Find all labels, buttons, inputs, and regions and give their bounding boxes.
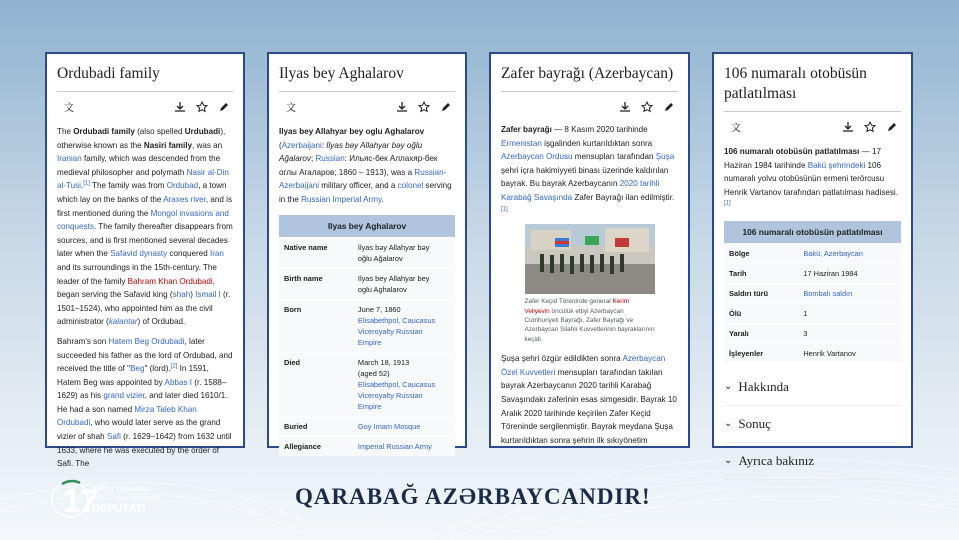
text-run: . The family thereafter disappears from sources, and is first mentioned several decades later when the	[57, 222, 233, 259]
article-card-ordubadi-family	[45, 52, 245, 469]
text-run: conquered	[167, 249, 210, 259]
text-run: and its surroundings in the 15th-century. The leader of the family	[57, 262, 217, 286]
infobox-link[interactable]: Viceroyalty Russian	[357, 390, 423, 400]
infobox	[279, 215, 455, 456]
infobox-value	[798, 283, 901, 303]
infobox-link[interactable]: Imperial Russian Army	[357, 441, 432, 451]
edit-icon[interactable]	[883, 118, 901, 136]
text-run: , who would later serve as the grand vizier of shah	[57, 418, 221, 442]
infobox-row	[724, 323, 901, 343]
edit-icon[interactable]	[437, 98, 455, 116]
text-run: — 17 Haziran 1984 tarihinde	[724, 147, 881, 170]
infobox-row	[724, 243, 901, 263]
infobox-value	[353, 299, 455, 352]
article-link[interactable]: Azerbaycan Özel Kuvvetleri	[501, 354, 666, 377]
badge-number: 17	[63, 483, 99, 519]
download-icon[interactable]	[839, 118, 857, 136]
article-link[interactable]: Şuşa	[655, 152, 675, 162]
infobox-key: Tarih	[724, 263, 798, 283]
article-card-ilyas-bey	[267, 52, 467, 451]
article-paragraph	[724, 145, 901, 213]
infobox-link[interactable]: Empire	[357, 401, 382, 411]
infobox-key: Born	[279, 299, 353, 352]
infobox-link[interactable]: Bombalı saldırı	[803, 288, 853, 298]
article-link[interactable]: Safi	[106, 432, 121, 442]
article-link[interactable]: Mirza Taleb Khan Ordubadi	[57, 404, 197, 428]
infobox-link[interactable]: Empire	[357, 337, 382, 347]
text-run: , and later died 1610/1. He had a son named	[57, 391, 228, 414]
infobox-link[interactable]: Elisabethpol, Caucasus	[357, 379, 436, 389]
infobox-link[interactable]: Viceroyalty Russian	[357, 326, 423, 336]
infobox-key: Ölü	[724, 303, 798, 323]
text-run: mensupları tarafından	[572, 152, 656, 162]
infobox-key: Allegiance	[279, 436, 353, 456]
article-link[interactable]: kalantar	[108, 317, 138, 327]
infobox-key: Buried	[279, 416, 353, 436]
article-toolbar	[724, 115, 901, 139]
infobox-key: Saldırı türü	[724, 283, 798, 303]
infobox-value	[798, 343, 901, 363]
infobox-key: Birth name	[279, 268, 353, 299]
article-link[interactable]: Beg	[130, 364, 145, 374]
text-run: family, which was descended from the medieval philosopher and polymath	[57, 154, 221, 177]
svg-text:文: 文	[286, 103, 296, 114]
text-run: 106 numaralı otobüsün patlatılması	[724, 147, 860, 156]
text-run: Ordubadi family	[73, 127, 135, 136]
text-run: 106 numaralı yolvu otobüsünün ermeni terörcusu Henrik Vartanov tarafından patlatılması hadisesi.	[724, 160, 898, 197]
infobox-link[interactable]: Elisabethpol, Caucasus	[357, 315, 436, 325]
badge-line3: DEPUTATI	[92, 503, 146, 515]
infobox-value	[798, 323, 901, 343]
section-hakkinda[interactable]: ⌄ Hakkında	[724, 369, 901, 406]
infobox-value	[798, 303, 901, 323]
infobox	[724, 221, 901, 363]
article-link[interactable]: Iranian	[57, 154, 82, 164]
article-card-bus-106	[712, 52, 913, 468]
article-link[interactable]: Azerbaycan Ordusu	[501, 152, 573, 162]
article-link[interactable]: Ismail I	[195, 290, 221, 300]
collapsible-sections	[724, 369, 901, 480]
article-toolbar	[57, 95, 233, 119]
translate-icon[interactable]	[283, 98, 301, 116]
infobox-row	[279, 436, 455, 456]
infobox-row	[724, 263, 901, 283]
article-link[interactable]: colonel	[397, 181, 424, 191]
text-run: , was an	[191, 140, 223, 150]
text-run: ;	[310, 154, 316, 164]
article-link[interactable]: Kerim Veliyevin	[524, 298, 630, 315]
infobox-link[interactable]: Goy Imam Mosque	[357, 421, 421, 431]
article-title: Ilyas bey Aghalarov	[279, 64, 455, 92]
svg-text:文: 文	[731, 123, 741, 134]
translate-icon[interactable]	[61, 98, 79, 116]
infobox-link[interactable]: Bakü, Azerbaycan	[803, 248, 863, 258]
star-icon[interactable]	[415, 98, 433, 116]
article-link[interactable]: Russian-Azerbaijani	[279, 167, 447, 191]
infobox-text: oğlu Ağalarov	[357, 253, 403, 263]
infobox-value	[353, 416, 455, 436]
article-link[interactable]: Ordubad	[166, 181, 199, 191]
infobox-text: 1	[803, 308, 808, 318]
section-sonuc[interactable]: ⌄ Sonuç	[724, 406, 901, 443]
text-run: .	[81, 181, 84, 191]
badge-line1: SAYLI YASAMAL	[92, 484, 152, 493]
article-link[interactable]: Russian Imperial Army	[301, 194, 382, 204]
citation-ref[interactable]: [2]	[170, 363, 178, 370]
text-run: The	[57, 127, 74, 136]
text-run: Urdubadi	[184, 127, 221, 136]
article-link[interactable]: Safavid dynasty	[110, 249, 168, 259]
infobox-key: Native name	[279, 237, 353, 268]
infobox-key: Bölge	[724, 243, 798, 263]
article-link[interactable]: Hatem Beg Ordubadi	[108, 336, 185, 346]
article-paragraph	[279, 125, 455, 207]
infobox-value	[353, 436, 455, 456]
text-run: The family was from	[89, 181, 167, 191]
article-toolbar	[501, 95, 678, 119]
parade-photo[interactable]	[525, 224, 655, 294]
text-run: , later succeeded his father as the lord of Ordubad, and received the title of "	[57, 336, 233, 374]
star-icon[interactable]	[861, 118, 879, 136]
infobox-value	[798, 263, 901, 283]
slogan-text: QARABAĞ AZƏRBAYCANDIR!	[295, 484, 651, 509]
text-run: — 8 Kasım 2020 tarihinde	[551, 125, 648, 134]
infobox-value	[353, 237, 455, 268]
text-run: Şuşa şehri özgür edildikten sonra	[501, 354, 623, 364]
text-run: : Ильяс-бек Аллахяр-бек оглы Агаларов; 1860 – 1913), was a	[279, 154, 438, 177]
text-run: Bahram's son	[57, 336, 109, 346]
section-ayrica-bakiniz[interactable]: ⌄ Ayrıca bakınız	[724, 443, 901, 480]
infobox-row	[279, 299, 455, 352]
text-run: (r. 1501–1524), who appointed him as the civil administrator (	[57, 290, 231, 327]
infobox-key: Died	[279, 352, 353, 416]
article-link[interactable]: Bahram Khan Ordubadi	[127, 276, 213, 286]
infobox-value	[353, 268, 455, 299]
text-run: , a town which lay on the banks of the	[57, 181, 227, 204]
infobox-row	[724, 283, 901, 303]
infobox-header: 106 numaralı otobüsün patlatılması	[724, 221, 901, 244]
citation-ref[interactable]: [1]	[724, 200, 731, 207]
infobox-text: 17 Haziran 1984	[803, 268, 858, 278]
infobox-row	[279, 268, 455, 299]
article-paragraph	[57, 125, 233, 329]
article-link[interactable]: Abbas I	[164, 377, 192, 387]
text-run: Zafer bayrağı	[501, 125, 552, 134]
infobox-row	[279, 237, 455, 268]
article-link[interactable]: grand vizier	[103, 391, 145, 401]
deputy-badge-logo	[50, 474, 180, 524]
edit-icon[interactable]	[660, 98, 678, 116]
article-title: Ordubadi family	[57, 64, 233, 92]
article-link[interactable]: Iran	[209, 249, 224, 259]
text-run: (r. 1588–1629) as his	[57, 377, 227, 401]
infobox-text: June 7, 1860	[357, 304, 401, 314]
article-toolbar	[279, 95, 455, 119]
article-paragraph	[57, 335, 233, 471]
svg-text:文: 文	[64, 103, 74, 114]
text-run: military officer, and a	[319, 181, 398, 191]
infobox-text: oglu Aghalarov	[357, 284, 407, 294]
infobox-row	[279, 352, 455, 416]
text-run: öncülük ettiyi Azerbaycan Cumhuriyeti Bayrağı, Zafer Bayrağı ve Azerbaycan Silahlı Kuvvetlerinin bayraklarının keçidi.	[524, 307, 655, 343]
photo-caption	[525, 297, 655, 344]
chevron-down-icon: ⌄	[724, 418, 733, 430]
text-run: mensupları tarafından takılan bayrak Azerbaycanın 2020 tarihli Karabağ Savaşındakı zaferinin esas simgesidir. Bayrak 10 Aralık 2020 tarihinde keçirilen Zafer Keçid Töreninde sergilenmiştir. Bayrak meydana Şuşa kurtarıldıktan sonra şehrin ilk sıkıyönetim	[501, 367, 677, 445]
text-run: , and is first mentioned during the	[57, 194, 233, 218]
text-run: (	[279, 140, 282, 150]
text-run: :	[321, 140, 327, 150]
infobox-value	[798, 243, 901, 263]
text-run: In 1591, Hatem Beg was appointed by	[57, 364, 209, 387]
article-link[interactable]: Nasir al-Din al-Tusi	[57, 167, 229, 191]
infobox-text: Henrik Vartanov	[803, 348, 856, 358]
infobox-text: İlyas bəy Allahyar bəy	[357, 242, 430, 252]
star-icon[interactable]	[193, 98, 211, 116]
infobox-row	[724, 303, 901, 323]
edit-icon[interactable]	[215, 98, 233, 116]
text-run: (r. 1629–1642) from 1632 until 1633, where he was executed by the order of Safi. The	[57, 432, 232, 469]
article-link[interactable]: Bakü şehrindeki	[807, 160, 866, 170]
text-run: Ilyas bey Allahyar bey oglu Aghalarov	[279, 127, 425, 136]
citation-ref[interactable]: [1]	[83, 180, 90, 187]
text-run: Zafer Keçid Töreninde general	[524, 298, 613, 306]
text-run: " (lord).	[144, 364, 171, 374]
citation-ref[interactable]: [1]	[501, 205, 508, 212]
star-icon[interactable]	[638, 98, 656, 116]
infobox-key: Yaralı	[724, 323, 798, 343]
article-link[interactable]: Ermenistan	[501, 138, 542, 148]
infobox-text: March 18, 1913	[357, 357, 410, 367]
article-link[interactable]: Mongol invasions and conquests	[57, 208, 229, 232]
text-run: )	[190, 290, 196, 300]
article-title: Zafer bayrağı (Azerbaycan)	[501, 64, 678, 92]
infobox-header: Ilyas bey Aghalarov	[279, 215, 455, 238]
download-icon[interactable]	[616, 98, 634, 116]
infobox-value	[353, 352, 455, 416]
article-card-zafer-bayragi	[489, 52, 690, 448]
text-run: işgalinden kurtarıldıktan sonra	[541, 138, 653, 148]
text-run: (also spelled	[134, 127, 185, 136]
text-run: ), otherwise known as the	[57, 127, 226, 150]
text-run: Zafer Bayrağı ilan edilmiştir.	[572, 192, 675, 202]
infobox-text: Ilyas bey Allahyar bey	[357, 273, 430, 283]
text-run: , began serving the Safavid king (	[57, 276, 215, 300]
article-link[interactable]: 2020 tarihli Karabağ Savaşında	[501, 179, 660, 202]
infobox-row	[724, 343, 901, 363]
text-run: Nasiri family	[143, 140, 192, 150]
infobox-key: İşleyenler	[724, 343, 798, 363]
text-run: şehri içra hakimiyyeti binası üzerinde kaldırılan bayrak. Bu bayrak Azerbaycanın	[501, 165, 669, 189]
text-run: .	[381, 194, 384, 204]
text-run: serving in the	[279, 181, 452, 204]
article-link[interactable]: Araxes river	[163, 194, 206, 204]
infobox-text: (aged 52)	[357, 368, 390, 378]
article-paragraph	[501, 352, 678, 447]
download-icon[interactable]	[171, 98, 189, 116]
text-run: İlyas bəy Allahyar bəy oğlu Ağalarov	[279, 140, 423, 164]
download-icon[interactable]	[393, 98, 411, 116]
article-link[interactable]: Russian	[315, 154, 345, 164]
article-paragraph	[501, 123, 678, 218]
infobox-text: 3	[803, 328, 808, 338]
infobox-row	[279, 416, 455, 436]
translate-icon[interactable]	[728, 118, 746, 136]
badge-line2: ÜÇÜNCÜ SEÇKİ DAİRƏSİNİN	[92, 496, 161, 502]
chevron-down-icon: ⌄	[724, 455, 733, 467]
chevron-down-icon: ⌄	[724, 381, 733, 393]
article-title: 106 numaralı otobüsün patlatılması	[724, 64, 901, 112]
text-run: ) of Ordubad.	[137, 317, 186, 327]
article-link[interactable]: shah	[172, 290, 191, 300]
article-link[interactable]: Azerbaijani	[281, 140, 322, 150]
